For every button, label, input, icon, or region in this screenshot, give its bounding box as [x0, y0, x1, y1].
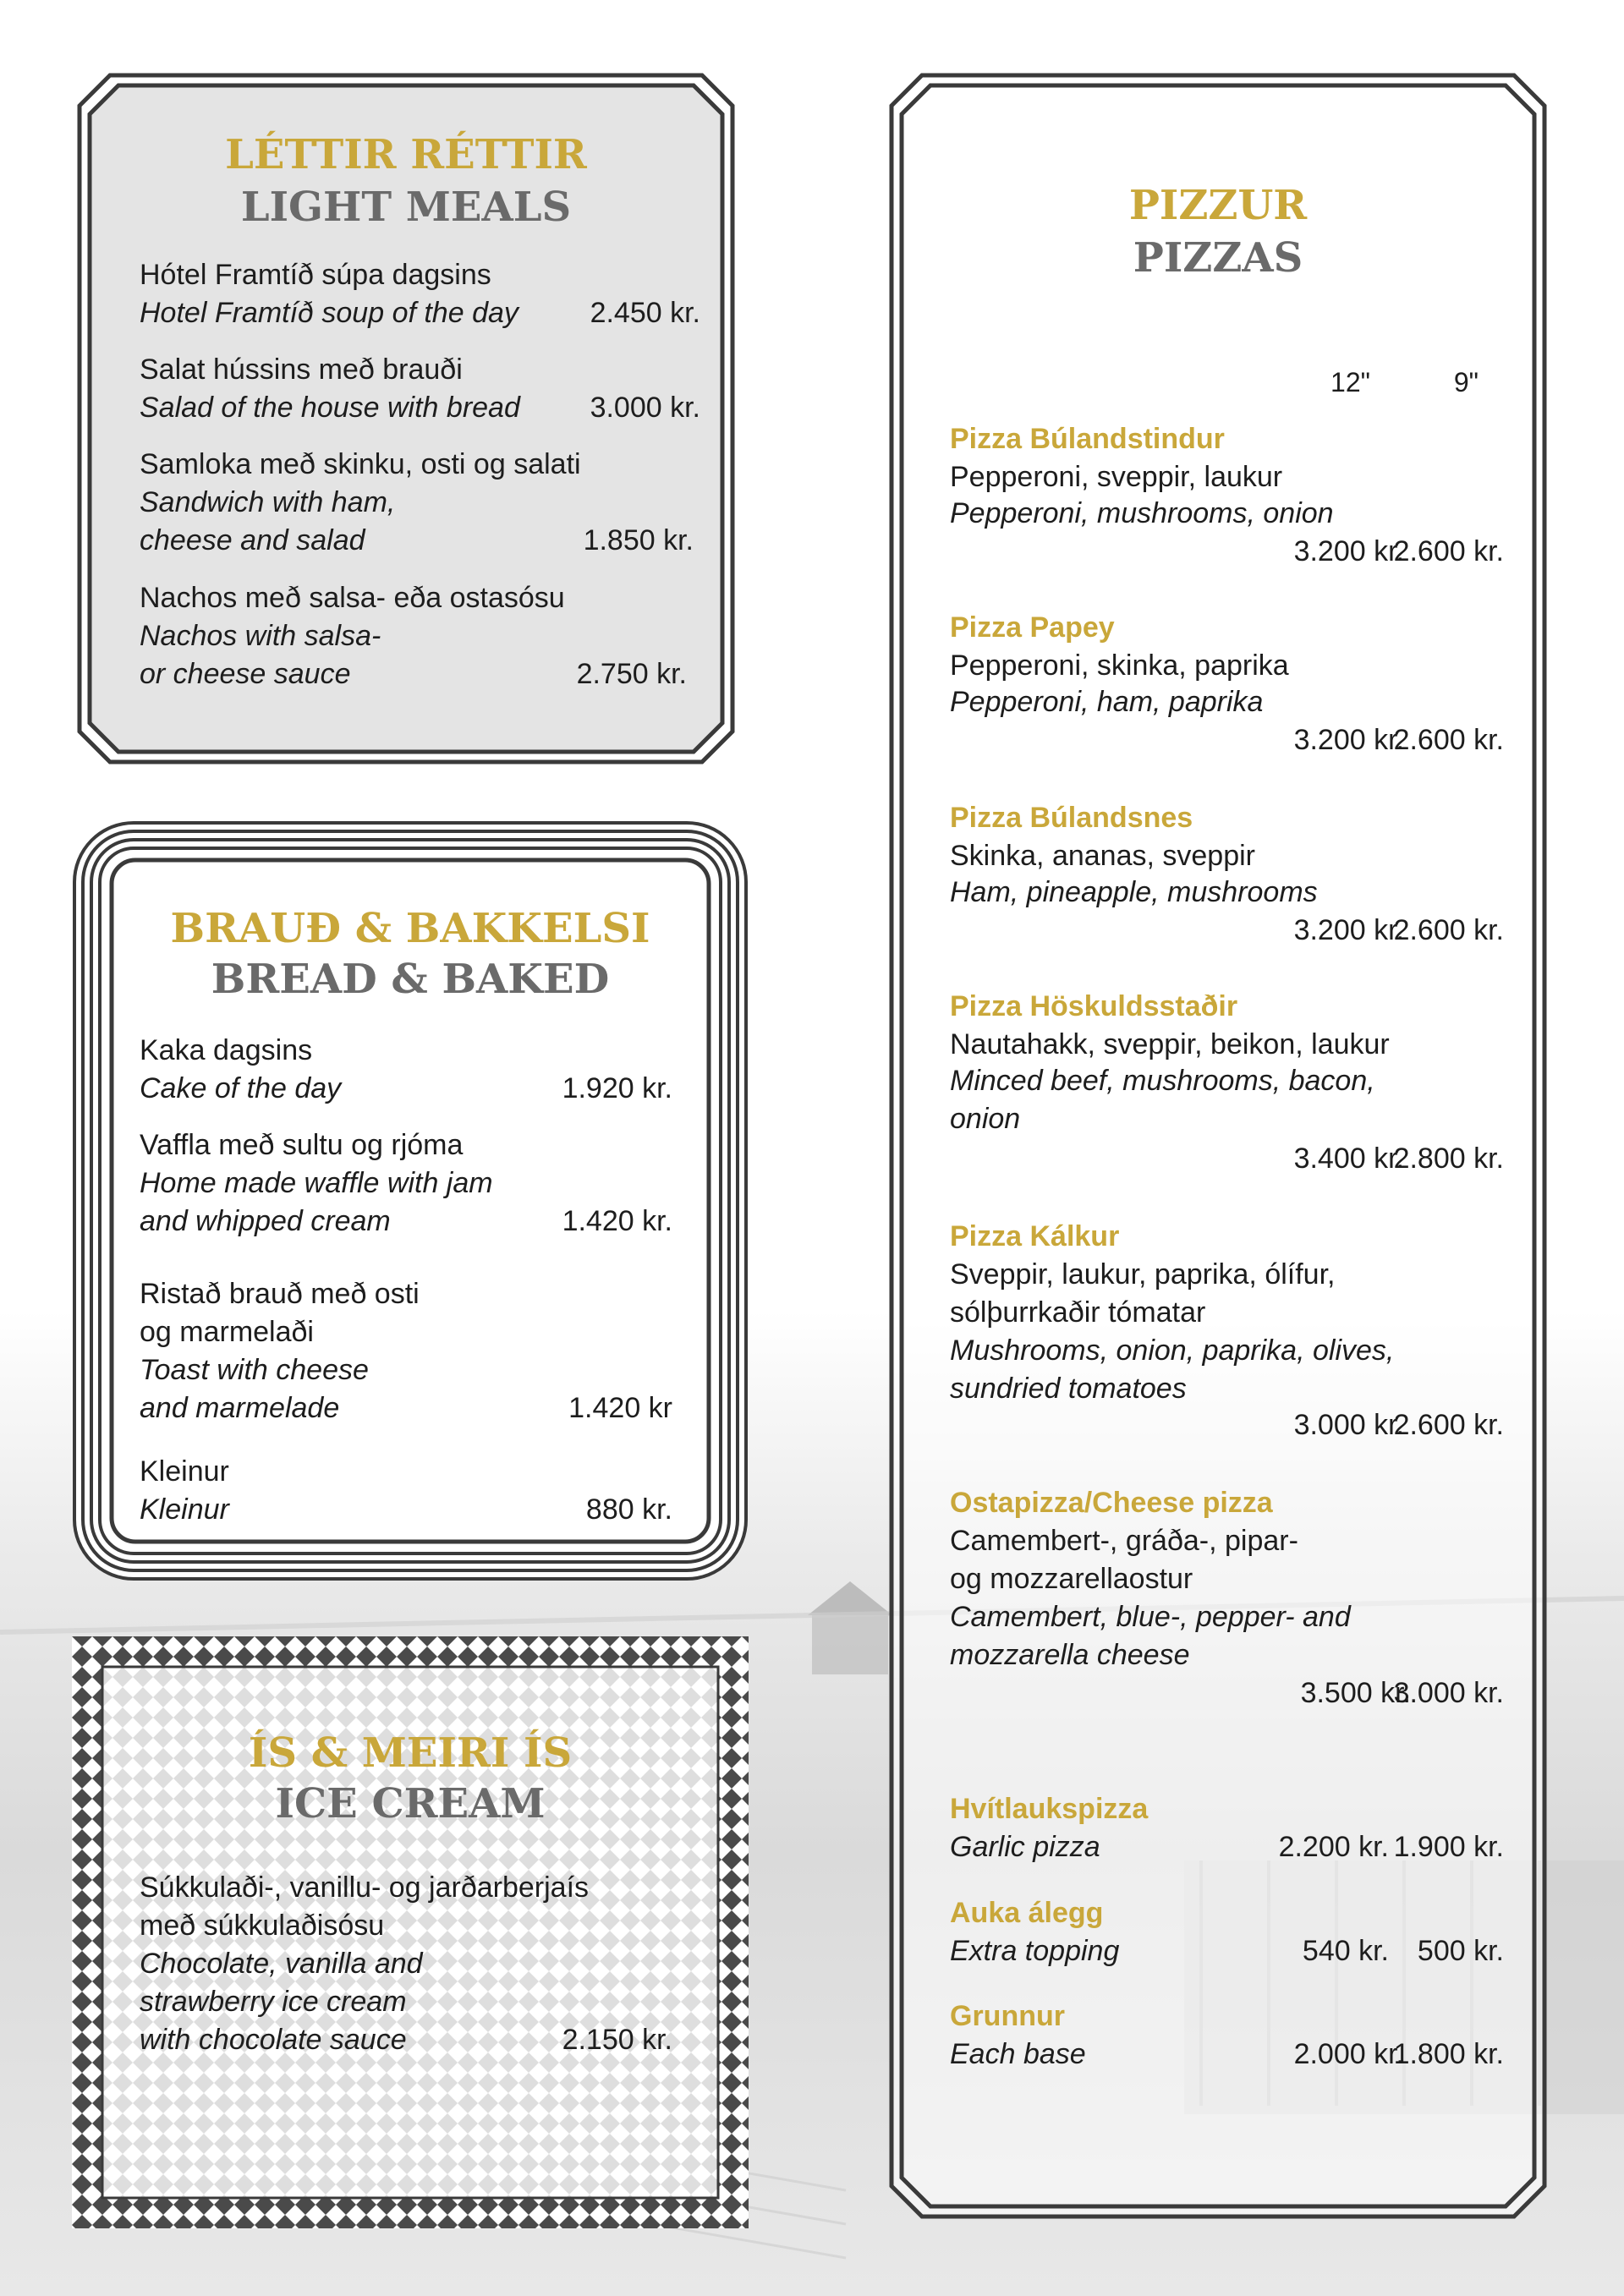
menu-item-en: Salad of the house with bread [140, 392, 520, 424]
bread-title-is: BRAUÐ & BAKKELSI [170, 905, 650, 952]
pizza-name: Pizza Höskuldsstaðir [950, 990, 1238, 1022]
light-meals-panel [76, 72, 736, 765]
menu-item-price: 3.000 kr. [590, 392, 700, 424]
extra-price-9: 1.900 kr. [1393, 1831, 1504, 1863]
menu-item-is: Vaffla með sultu og rjóma [140, 1129, 464, 1161]
menu-item-en: or cheese sauce [140, 658, 351, 690]
extra-name: Grunnur [950, 2000, 1065, 2032]
menu-item-en: with chocolate sauce [140, 2024, 407, 2056]
menu-item-is: Hótel Framtíð súpa dagsins [140, 259, 491, 291]
pizza-toppings-en: Minced beef, mushrooms, bacon, [950, 1065, 1375, 1097]
ice-cream-title-is: ÍS & MEIRI ÍS [248, 1729, 573, 1777]
menu-item-price: 2.150 kr. [562, 2024, 672, 2056]
pizza-price-9: 2.600 kr. [1393, 724, 1504, 756]
menu-item-en: and whipped cream [140, 1205, 391, 1237]
menu-item-en: Cake of the day [140, 1072, 342, 1104]
pizza-toppings-en: mozzarella cheese [950, 1639, 1190, 1671]
menu-item-en: Toast with cheese [140, 1354, 369, 1386]
extra-en: Each base [950, 2038, 1086, 2070]
pizza-price-12: 3.500 kr. [1300, 1677, 1411, 1709]
pizza-toppings: Skinka, ananas, sveppir [950, 840, 1255, 872]
pizza-name: Ostapizza/Cheese pizza [950, 1487, 1273, 1519]
pizzas-title-is: PIZZUR [1128, 182, 1308, 229]
size-header-12: 12" [1330, 367, 1370, 397]
extra-name: Auka álegg [950, 1897, 1104, 1929]
pizza-toppings: Camembert-, gráða-, pipar- [950, 1525, 1298, 1557]
menu-item-en: cheese and salad [140, 524, 365, 556]
size-header-9: 9" [1453, 367, 1479, 397]
extra-price-12: 2.000 kr. [1293, 2038, 1404, 2070]
menu-item-price: 1.420 kr. [562, 1205, 672, 1237]
bread-panel [72, 820, 749, 1581]
pizza-name: Pizza Papey [950, 611, 1115, 644]
pizza-price-9: 2.600 kr. [1393, 535, 1504, 567]
menu-item-en: and marmelade [140, 1392, 340, 1424]
pizza-price-12: 3.000 kr. [1293, 1409, 1404, 1441]
menu-item-is: Nachos með salsa- eða ostasósu [140, 582, 565, 614]
menu-item-en: Chocolate, vanilla and [140, 1948, 423, 1980]
menu-item-en: Kleinur [140, 1493, 229, 1526]
menu-item-en: Home made waffle with jam [140, 1167, 493, 1199]
menu-item-price: 1.920 kr. [562, 1072, 672, 1104]
extra-price-9: 500 kr. [1417, 1935, 1504, 1967]
menu-item-en: Hotel Framtíð soup of the day [140, 297, 518, 329]
pizza-toppings: Nautahakk, sveppir, beikon, laukur [950, 1028, 1390, 1060]
extra-price-12: 2.200 kr. [1278, 1831, 1389, 1863]
pizza-name: Pizza Búlandstindur [950, 423, 1225, 455]
pizza-toppings-en: Pepperoni, mushrooms, onion [950, 497, 1334, 529]
pizza-toppings: sólþurrkaðir tómatar [950, 1296, 1206, 1329]
pizza-toppings: Pepperoni, sveppir, laukur [950, 461, 1283, 493]
menu-item-is: og marmelaði [140, 1316, 314, 1348]
pizza-price-12: 3.200 kr. [1293, 914, 1404, 946]
extra-en: Garlic pizza [950, 1831, 1100, 1863]
menu-item-is: með súkkulaðisósu [140, 1910, 385, 1942]
ice-cream-title-en: ICE CREAM [275, 1780, 546, 1827]
pizza-price-9: 3.000 kr. [1393, 1677, 1504, 1709]
menu-item-is: Súkkulaði-, vanillu- og jarðarberjaís [140, 1871, 590, 1904]
pizza-toppings-en: Ham, pineapple, mushrooms [950, 876, 1318, 908]
menu-item-en: Nachos with salsa- [140, 620, 381, 652]
pizza-price-9: 2.600 kr. [1393, 1409, 1504, 1441]
pizza-toppings: og mozzarellaostur [950, 1563, 1193, 1595]
extra-price-9: 1.800 kr. [1393, 2038, 1504, 2070]
pizzas-panel [888, 72, 1548, 2220]
ice-cream-panel [72, 1636, 749, 2228]
pizza-price-12: 3.200 kr. [1293, 724, 1404, 756]
menu-item-is: Samloka með skinku, osti og salati [140, 448, 581, 480]
menu-item-is: Salat hússins með brauði [140, 353, 463, 386]
pizza-toppings: Pepperoni, skinka, paprika [950, 649, 1289, 682]
pizza-price-9: 2.800 kr. [1393, 1143, 1504, 1175]
pizza-toppings-en: Mushrooms, onion, paprika, olives, [950, 1334, 1395, 1367]
bread-title-en: BREAD & BAKED [211, 956, 610, 1003]
menu-item-price: 2.450 kr. [590, 297, 700, 329]
extra-name: Hvítlaukspizza [950, 1793, 1149, 1825]
light-meals-title-is: LÉTTIR RÉTTIR [225, 131, 587, 178]
pizza-toppings-en: sundried tomatoes [950, 1373, 1187, 1405]
pizza-price-12: 3.200 kr. [1293, 535, 1404, 567]
menu-item-is: Kaka dagsins [140, 1034, 313, 1066]
menu-item-is: Ristað brauð með osti [140, 1278, 420, 1310]
pizza-price-9: 2.600 kr. [1393, 914, 1504, 946]
pizza-toppings-en: Camembert, blue-, pepper- and [950, 1601, 1351, 1633]
menu-item-price: 880 kr. [585, 1493, 672, 1526]
menu-item-price: 1.850 kr. [583, 524, 694, 556]
pizza-toppings-en: onion [950, 1103, 1021, 1135]
pizza-name: Pizza Búlandsnes [950, 802, 1193, 834]
menu-item-is: Kleinur [140, 1455, 229, 1488]
pizza-toppings-en: Pepperoni, ham, paprika [950, 686, 1264, 718]
light-meals-title-en: LIGHT MEALS [240, 184, 572, 231]
menu-item-price: 1.420 kr [568, 1392, 672, 1424]
pizza-name: Pizza Kálkur [950, 1220, 1120, 1252]
menu-item-en: strawberry ice cream [140, 1986, 407, 2018]
menu-item-en: Sandwich with ham, [140, 486, 396, 518]
pizza-toppings: Sveppir, laukur, paprika, ólífur, [950, 1258, 1336, 1290]
extra-en: Extra topping [950, 1935, 1120, 1967]
menu-item-price: 2.750 kr. [576, 658, 687, 690]
extra-price-12: 540 kr. [1302, 1935, 1389, 1967]
pizza-price-12: 3.400 kr. [1293, 1143, 1404, 1175]
pizzas-title-en: PIZZAS [1133, 234, 1303, 282]
